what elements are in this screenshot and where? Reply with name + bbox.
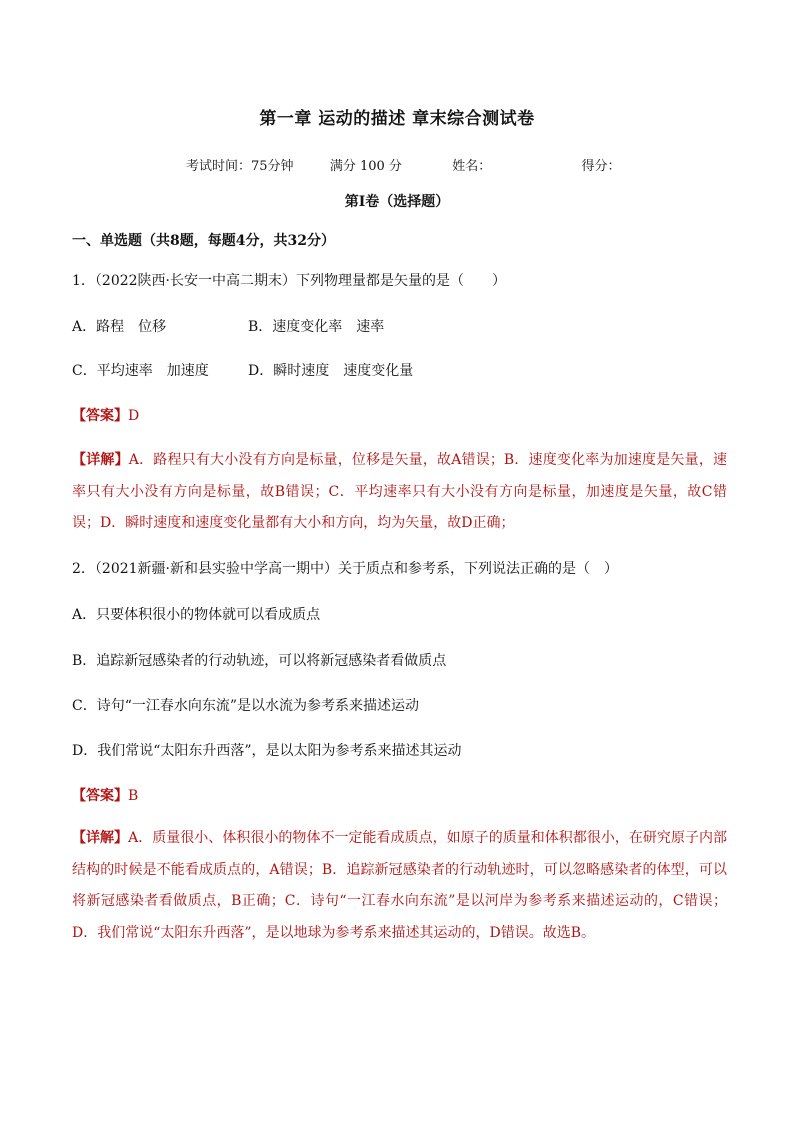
question-1-option-b: B．速度变化率 速率 (248, 319, 385, 335)
detail-text: A．质量很小、体积很小的物体不一定能看成质点，如原子的质量和体积都很小，在研究原子内部结构的时候是不能看成质点的，A错误；B．追踪新冠感染者的行动轨迹时，可以忽略感染者的体型，可以将新冠感染者看做质点，B正确；C．诗句“一江春水向东流”是以河岸为参考系来描述运动的，C错误；D．我们常说“太阳东升西落”，是以地球为参考系来描述其运动的，D错误。故选B。 (72, 830, 727, 941)
question-1-stem: 1．（2022陕西·长安一中高二期末）下列物理量都是矢量的是（ ） (72, 273, 506, 289)
answer-value: B (128, 788, 139, 804)
question-2-answer (72, 785, 138, 805)
question-2-stem: 2．（2021新疆·新和县实验中学高一期中）关于质点和参考系，下列说法正确的是（ ） (72, 561, 618, 577)
question-1-option-d: D．瞬时速度 速度变化量 (248, 363, 414, 379)
detail-label: 【详解】 (72, 830, 129, 846)
exam-time: 考试时间：75分钟 (186, 159, 294, 174)
question-2-option-b: B．追踪新冠感染者的行动轨迹，可以将新冠感染者看做质点 (72, 653, 447, 669)
question-2-option-d: D．我们常说“太阳东升西落”，是以太阳为参考系来描述其运动 (72, 743, 462, 759)
question-1-option-a: A．路程 位移 (72, 319, 167, 335)
question-2-detail (72, 823, 727, 949)
volume-title: 第Ⅰ卷（选择题） (344, 194, 450, 210)
question-1-option-c: C．平均速率 加速度 (72, 363, 209, 379)
answer-label: 【答案】 (72, 408, 128, 424)
question-1-answer (72, 405, 139, 425)
name-label: 姓名： (452, 159, 492, 174)
question-2-option-a: A．只要体积很小的物体就可以看成质点 (72, 607, 321, 623)
section-title: 一、单选题（共8题，每题4分，共32分） (72, 233, 335, 249)
detail-label: 【详解】 (72, 452, 129, 468)
score-label: 得分： (581, 159, 621, 174)
detail-text: A．路程只有大小没有方向是标量，位移是矢量，故A错误；B．速度变化率为加速度是矢量，速率只有大小没有方向是标量，故B错误；C．平均速率只有大小没有方向是标量，加速度是矢量，故C错误；D．瞬时速度和速度变化量都有大小和方向，均为矢量，故D正确； (72, 452, 728, 531)
full-score: 满分 100 分 (329, 159, 402, 174)
answer-label: 【答案】 (72, 788, 128, 804)
exam-meta-line (186, 155, 621, 174)
question-1-detail (72, 445, 727, 540)
answer-value: D (128, 408, 140, 424)
page-title: 第一章 运动的描述 章末综合测试卷 (259, 109, 535, 129)
question-2-option-c: C．诗句“一江春水向东流”是以水流为参考系来描述运动 (72, 698, 420, 714)
